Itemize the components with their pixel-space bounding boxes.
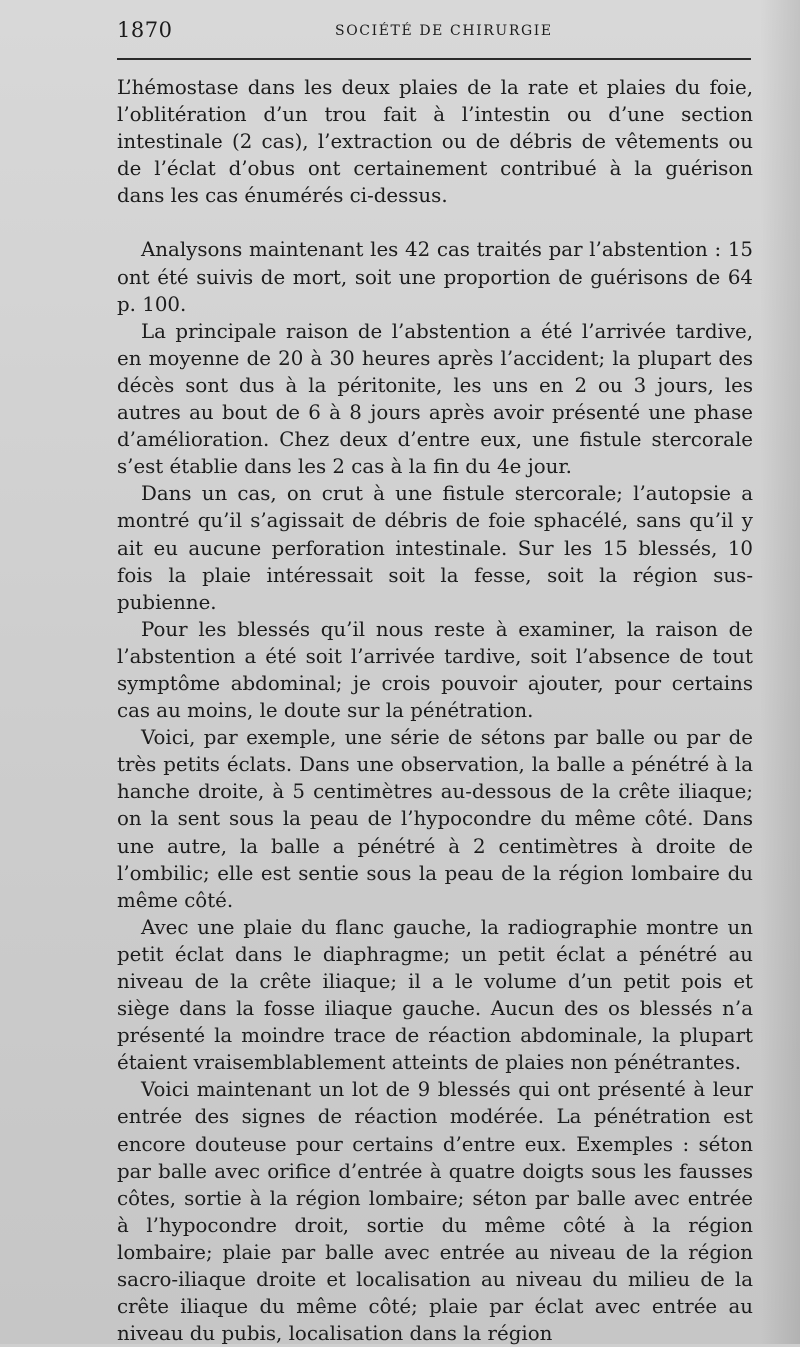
paragraph: Dans un cas, on crut à une fistule stercorale; l’autopsie a montré qu’il s’agissait de débris de foie sphacélé, sans qu’il y ait eu aucune perforation intestinale. Sur les 15 blessés, 10 fois la plaie intéressait soit la fesse, soit la région sus-pubienne. <box>117 482 753 614</box>
paragraph: Analysons maintenant les 42 cas traités par l’abstention : 15 ont été suivis de mort, soit une proportion de guérisons de 64 p. 100. <box>117 238 753 316</box>
running-title: SOCIÉTÉ DE CHIRURGIE <box>335 23 553 39</box>
page-edge-shadow <box>760 0 800 1344</box>
page-number: 1870 <box>117 18 173 42</box>
body-text <box>117 74 753 1347</box>
page-header <box>117 14 750 48</box>
header-rule <box>117 58 751 60</box>
paragraph: Voici, par exemple, une série de sétons par balle ou par de très petits éclats. Dans une observation, la balle a pénétré à la hanche droite, à 5 centimètres au-dessous de la crête iliaque; on la sent sous la peau de l’hypocondre du même côté. Dans une autre, la balle a pénétré à 2 centimètres à droite de l’ombilic; elle est sentie sous la peau de la région lombaire du même côté. <box>117 726 753 912</box>
paragraph: Voici maintenant un lot de 9 blessés qui ont présenté à leur entrée des signes de réaction modérée. La pénétration est encore douteuse pour certains d’entre eux. Exemples : séton par balle avec orifice d’entrée à quatre doigts sous les fausses côtes, sortie à la région lombaire; séton par balle avec entrée à l’hypocondre droit, sortie du même côté à la région lombaire; plaie par balle avec entrée au niveau de la région sacro-iliaque droite et localisation au niveau du milieu de la crête iliaque du même côté; plaie par éclat avec entrée au niveau du pubis, localisation dans la région <box>117 1078 753 1346</box>
paragraph: Pour les blessés qu’il nous reste à examiner, la raison de l’abstention a été soit l’arrivée tardive, soit l’absence de tout symptôme abdominal; je crois pouvoir ajouter, pour certains cas au moins, le doute sur la pénétration. <box>117 617 753 723</box>
paragraph: La principale raison de l’abstention a été l’arrivée tardive, en moyenne de 20 à 30 heures après l’accident; la plupart des décès sont dus à la péritonite, les uns en 2 ou 3 jours, les autres au bout de 6 à 8 jours après avoir présenté une phase d’amélioration. Chez deux d’entre eux, une fistule stercorale s’est établie dans les 2 cas à la fin du 4e jour. <box>117 319 753 479</box>
paragraph: Avec une plaie du flanc gauche, la radiographie montre un petit éclat dans le diaphragme; un petit éclat a pénétré au niveau de la crête iliaque; il a le volume d’un petit pois et siège dans la fosse iliaque gauche. Aucun des os blessés n’a présenté la moindre trace de réaction abdominale, la plupart étaient vraisemblablement atteints de plaies non pénétrantes. <box>117 915 753 1075</box>
paragraph: L’hémostase dans les deux plaies de la rate et plaies du foie, l’oblitération d’un trou fait à l’intestin ou d’une section intestinale (2 cas), l’extraction ou de débris de vêtements ou de l’éclat d’obus ont certainement contribué à la guérison dans les cas énumérés ci-dessus. <box>117 76 753 208</box>
